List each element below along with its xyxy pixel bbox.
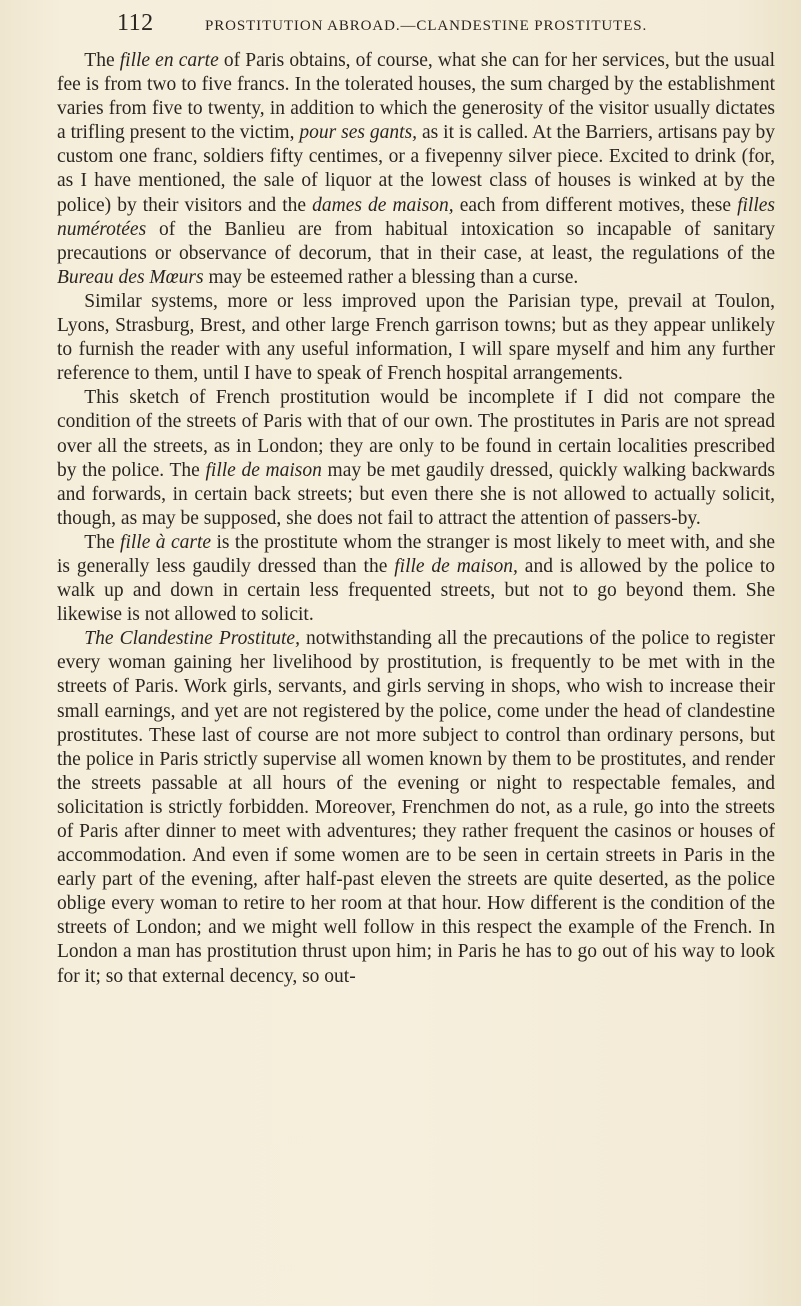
paragraph-clandestine: The Clandestine Prostitute, notwithstanding all the precautions of the police to register every woman gaining her livelihood by prostitution, is frequently to be met with in the streets of Paris. Work girls, servants, and girls serving in shops, who wish to increase their small earnings, and yet are not registered by the police, come under the head of clandestine prostitutes. These last of course are not more subject to control than ordinary persons, but the police in Paris strictly supervise all women known by them to be prostitutes, and render the streets passable at all hours of the evening or night to respectable females, and solicitation is strictly forbidden. Moreover, Frenchmen do not, as a rule, go into the streets of Paris after dinner to meet with adventures; they rather frequent the casinos or houses of accommodation. And even if some women are to be seen in certain streets in Paris in the early part of the evening, after half-past eleven the streets are quite deserted, as the police oblige every woman to retire to her room at that hour. How different is the condition of the streets of London; and we might well follow in this respect the example of the French. In London a man has prostitution thrust upon him; in Paris he has to go out of his way to look for it; so that external decency, so out-	[57, 628, 775, 987]
italic-term: fille en carte	[119, 50, 219, 71]
italic-term: filles numérotées	[57, 194, 775, 240]
italic-term: dames de maison,	[312, 194, 454, 216]
italic-term: pour ses gants,	[299, 122, 418, 144]
italic-term: fille à carte	[120, 531, 212, 553]
italic-term: The Clandestine Prostitute,	[84, 628, 300, 650]
body-text	[57, 49, 775, 989]
page-number: 112	[117, 10, 154, 36]
italic-term: fille de maison,	[394, 555, 518, 577]
italic-term: fille de maison	[205, 459, 322, 481]
paragraph-similar-systems: Similar systems, more or less improved upon the Parisian type, prevail at Toulon, Lyons, Strasburg, Brest, and other large French garrison towns; but as they appear unlikely to furnish the reader with any useful information, I will spare myself and him any further reference to them, until I have to speak of French hospital arrangements.	[57, 290, 775, 385]
paragraph-streets-comparison: This sketch of French prostitution would be incomplete if I did not compare the condition of the streets of Paris with that of our own. The prostitutes in Paris are not spread over all the streets, as in London; they are only to be found in certain localities prescribed by the police. The fille de maison may be met gaudily dressed, quickly walking backwards and forwards, in certain back streets; but even there she is not allowed to actually solicit, though, as may be supposed, she does not fail to attract the attention of passers-by.	[57, 387, 775, 529]
paragraph-fille-a-carte: The fille à carte is the prostitute whom the stranger is most likely to meet with, and she is generally less gaudily dressed than the fille de maison, and is allowed by the police to walk up and down in certain less frequented streets, but not to go beyond them. She likewise is not allowed to solicit.	[57, 531, 776, 626]
italic-term: Bureau des Mœurs	[57, 266, 204, 288]
page-header	[0, 8, 801, 38]
running-title: PROSTITUTION ABROAD.—CLANDESTINE PROSTITUTES.	[205, 18, 648, 34]
paragraph-fees: The fille en carte of Paris obtains, of course, what she can for her services, but the usual fee is from two to five francs. In the tolerated houses, the sum charged by the establishment varies from five to twenty, in addition to which the generosity of the visitor usually dictates a trifling present to the victim, pour ses gants, as it is called. At the Barriers, artisans pay by custom one franc, soldiers fifty centimes, or a fivepenny silver piece. Excited to drink (for, as I have mentioned, the sale of liquor at the lowest class of houses is winked at by the police) by their visitors and the dames de maison, each from different motives, these filles numérotées of the Banlieu are from habitual intoxication so incapable of sanitary precautions or observance of decorum, that in their case, at least, the regulations of the Bureau des Mœurs may be esteemed rather a blessing than a curse.	[57, 50, 775, 288]
